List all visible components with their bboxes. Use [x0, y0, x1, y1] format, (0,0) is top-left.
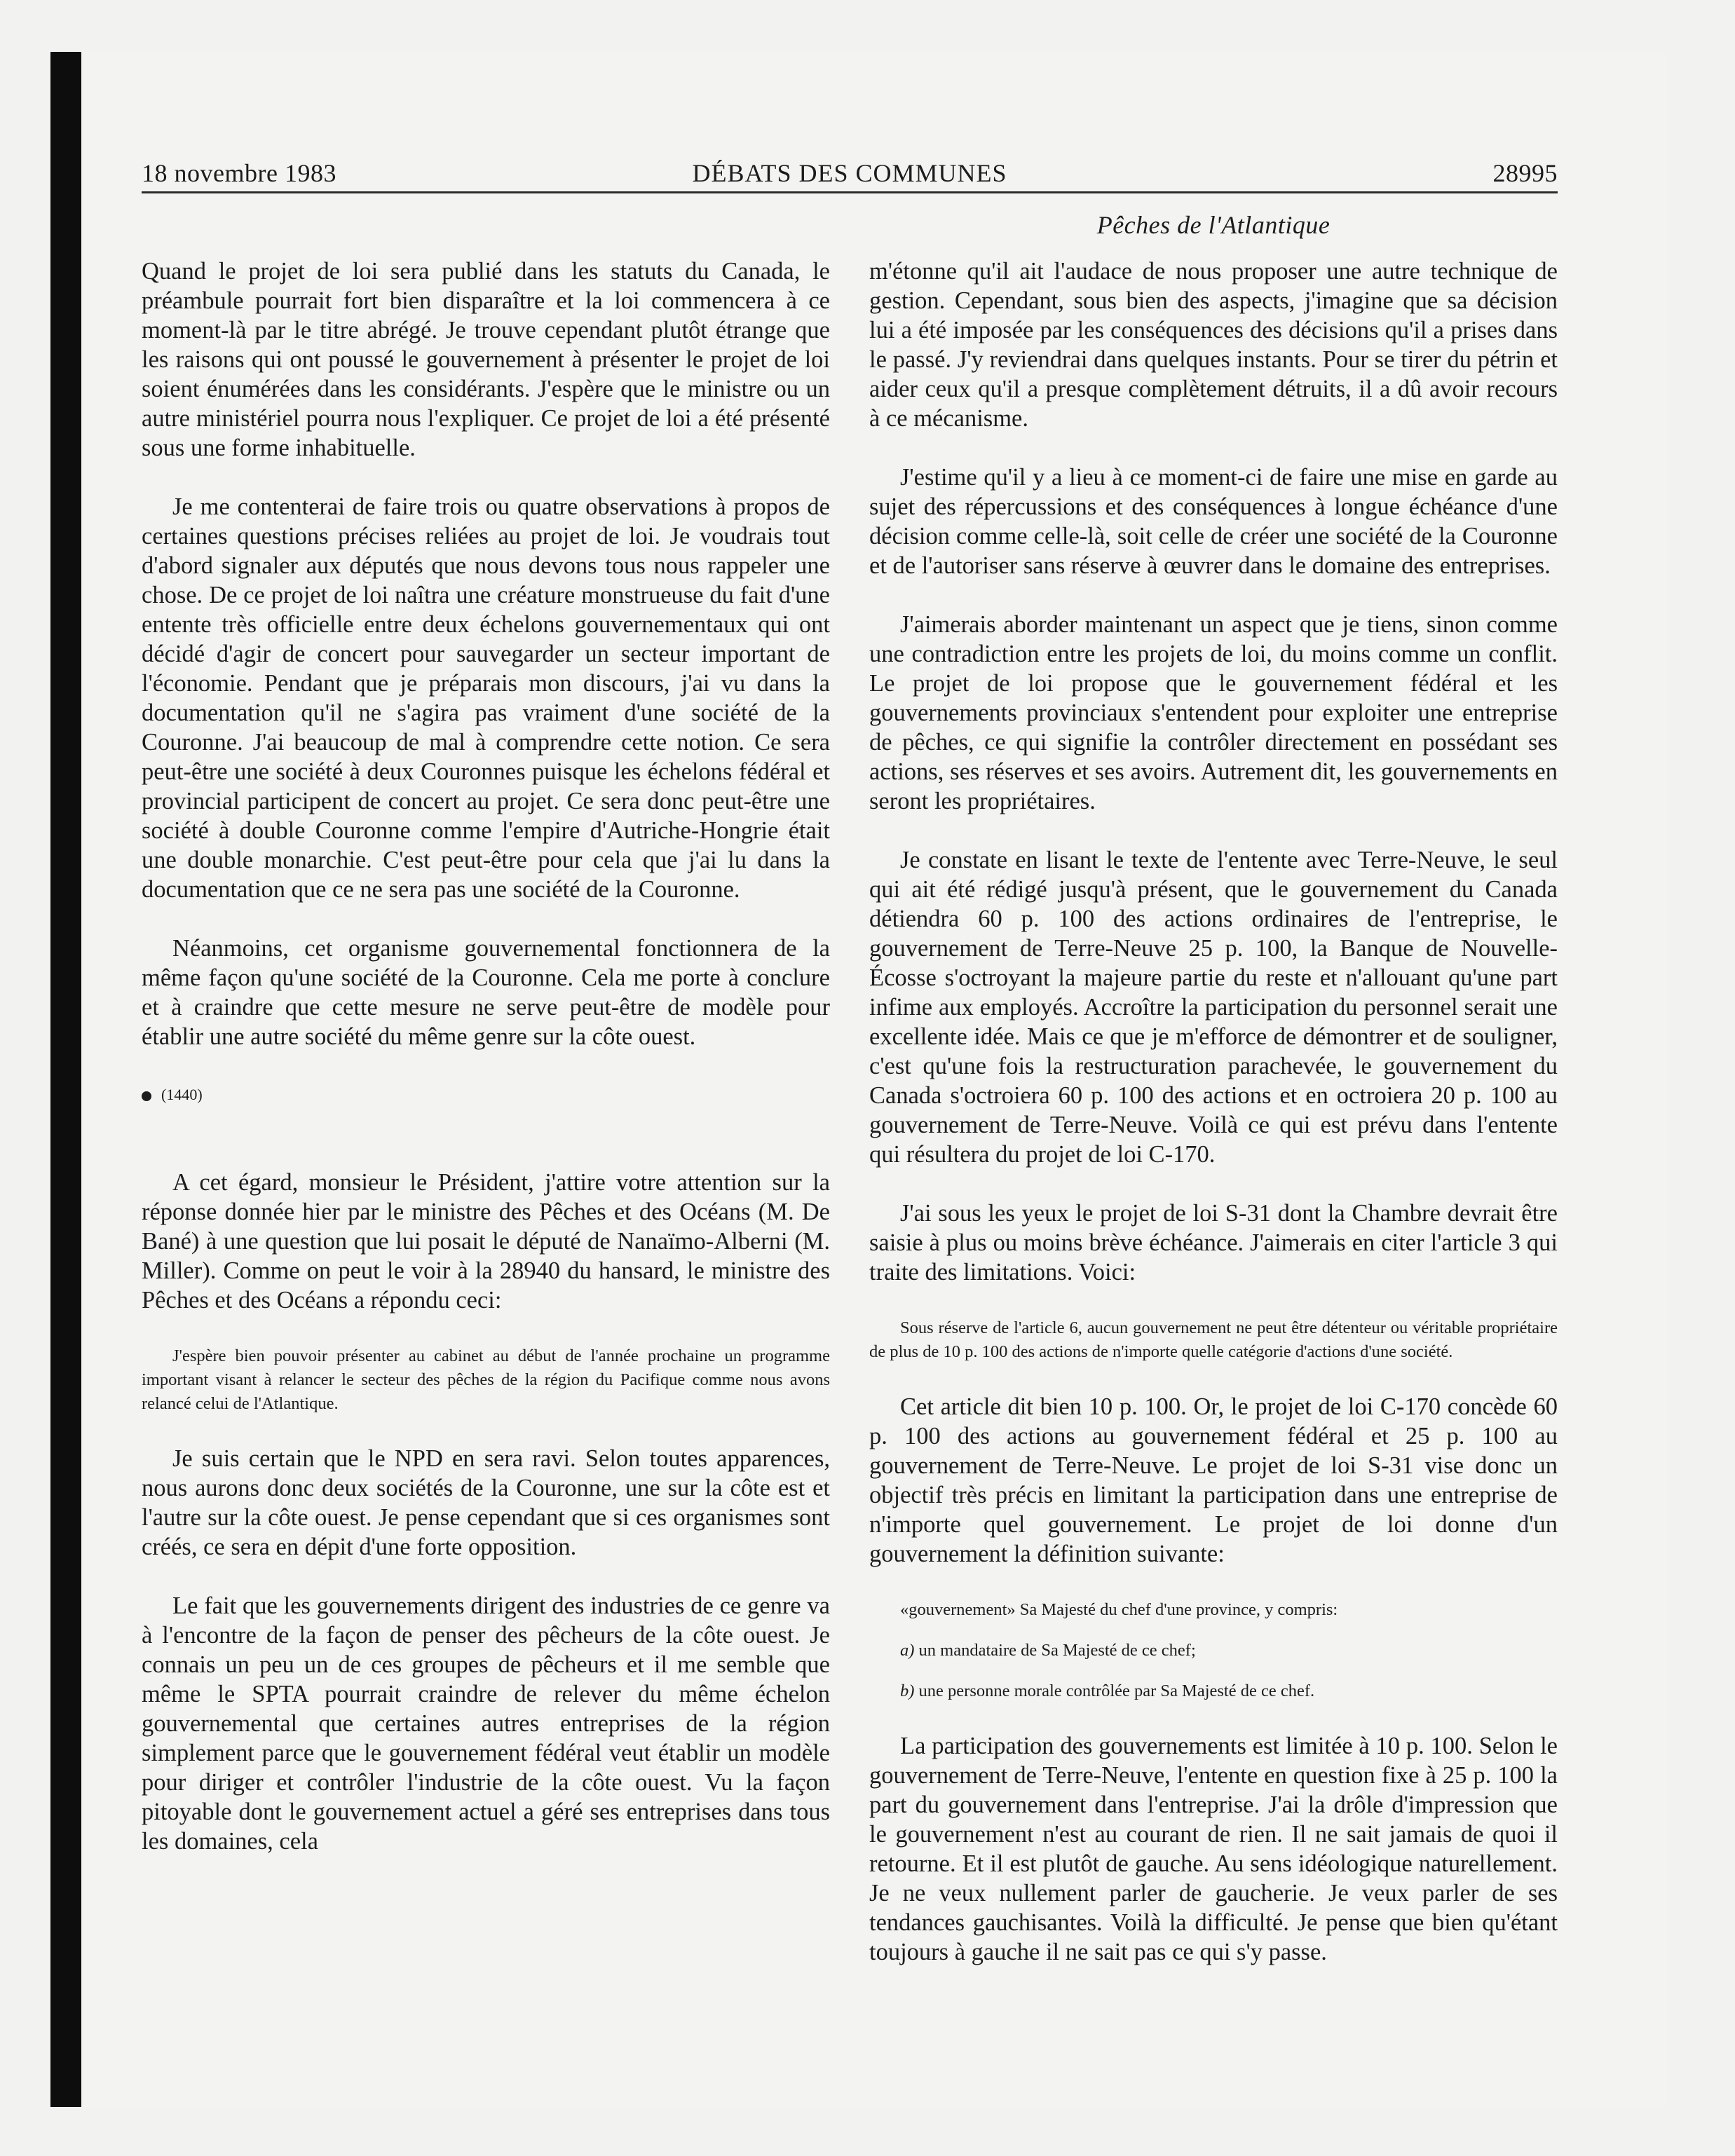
right-quotation: Sous réserve de l'article 6, aucun gouvernement ne peut être détenteur ou véritable propriétaire de plus de 10 p. 100 des actions de n'importe quelle catégorie d'actions d'une société.	[869, 1318, 1558, 1361]
left-paragraph-6: Le fait que les gouvernements dirigent des industries de ce genre va à l'encontre de la façon de penser des pêcheurs de la côte ouest. Je connais un peu un de ces groupes de pêcheurs et il me semble que même le SPTA pourrait craindre de relever du même échelon gouvernemental que certaines autres entreprises de la région simplement parce que le gouvernement fédéral veut établir un modèle pour diriger et contrôler l'industrie de la côte ouest. Vu la façon pitoyable dont le gouvernement actuel a géré ses entreprises dans tous les domaines, cela	[142, 1592, 830, 1855]
left-paragraph-2: Je me contenterai de faire trois ou quatre observations à propos de certaines questions précises reliées au projet de loi. Je voudrais tout d'abord signaler aux députés que nous devons tous nous rappeler une chose. De ce projet de loi naîtra une créature monstrueuse du fait d'une entente très officielle entre deux échelons gouvernementaux qui ont décidé d'agir de concert pour sauvegarder un secteur important de l'économie. Pendant que je préparais mon discours, j'ai vu dans la documentation qu'il ne s'agira pas vraiment d'une société de la Couronne. J'ai beaucoup de mal à comprendre cette notion. Ce sera peut-être une société à deux Couronnes puisque les échelons fédéral et provincial participent de concert au projet. Ce sera donc peut-être une société à double Couronne comme l'empire d'Autriche-Hongrie était une double monarchie. C'est peut-être pour cela que j'ai lu dans la documentation que ce ne sera pas une société de la Couronne.	[142, 493, 830, 903]
definition-item-b	[869, 1679, 1558, 1703]
definition-item-a	[869, 1639, 1558, 1663]
scan-binding-edge	[50, 52, 81, 2107]
left-paragraph-1: Quand le projet de loi sera publié dans les statuts du Canada, le préambule pourrait fort bien disparaître et la loi commencera à ce moment-là par le titre abrégé. Je trouve cependant plutôt étrange que les raisons qui ont poussé le gouvernement à présenter le projet de loi soient énumérées dans les considérants. J'espère que le ministre ou un autre ministériel pourra nous l'expliquer. Ce projet de loi a été présenté sous une forme inhabituelle.	[142, 258, 830, 461]
definition-intro: «gouvernement» Sa Majesté du chef d'une province, y compris:	[900, 1600, 1338, 1619]
header-rule	[142, 191, 1558, 193]
right-paragraph-7: La participation des gouvernements est limitée à 10 p. 100. Selon le gouvernement de Terre-Neuve, l'entente en question fixe à 25 p. 100 la part du gouvernement dans l'entreprise. J'ai la drôle d'impression que le gouvernement n'est au courant de rien. Il ne sait jamais de quoi il retourne. Et il est plutôt de gauche. Au sens idéologique naturellement. Je ne veux nullement parler de gaucherie. Je veux parler de ses tendances gauchisantes. Voilà la difficulté. Je pense que bien qu'étant toujours à gauche il ne sait pas ce qui s'y passe.	[869, 1733, 1558, 1965]
right-paragraph-4: Je constate en lisant le texte de l'entente avec Terre-Neuve, le seul qui ait été rédigé jusqu'à présent, que le gouvernement du Canada détiendra 60 p. 100 des actions ordinaires de l'entreprise, le gouvernement de Terre-Neuve 25 p. 100, la Banque de Nouvelle-Écosse s'octroyant la majeure partie du reste et n'allouant qu'une part infime aux employés. Accroître la participation du personnel serait une excellente idée. Mais ce que je m'efforce de démontrer et de souligner, c'est qu'une fois la restructuration parachevée, le gouvernement du Canada s'octroiera 60 p. 100 des actions et en octroiera 20 p. 100 au gouvernement de Terre-Neuve. Voilà ce qui est prévu dans l'entente qui résultera du projet de loi C-170.	[869, 847, 1558, 1168]
page-header	[142, 158, 1558, 192]
header-page-number: 28995	[1492, 159, 1558, 187]
left-paragraph-5: Je suis certain que le NPD en sera ravi. Selon toutes apparences, nous aurons donc deux sociétés de la Couronne, une sur la côte est et l'autre sur la côte ouest. Je pense cependant que si ces organismes sont créés, ce sera en dépit d'une forte opposition.	[142, 1445, 830, 1560]
right-paragraph-5: J'ai sous les yeux le projet de loi S-31 dont la Chambre devrait être saisie à plus ou moins brève échéance. J'aimerais en citer l'article 3 qui traite des limitations. Voici:	[869, 1200, 1558, 1285]
right-paragraph-3: J'aimerais aborder maintenant un aspect que je tiens, sinon comme une contradiction entre les projets de loi, du moins comme un conflit. Le projet de loi propose que le gouvernement fédéral et les gouvernements provinciaux s'entendent pour exploiter une entreprise de pêches, ce qui signifie la contrôler directement en possédant ses actions, ses réserves et ses avoirs. Autrement dit, les gouvernements en seront les propriétaires.	[869, 611, 1558, 814]
left-paragraph-3: Néanmoins, cet organisme gouvernemental fonctionnera de la même façon qu'une société de la Couronne. Cela me porte à conclure et à craindre que cette mesure ne serve peut-être de modèle pour établir une autre société du même genre sur la côte ouest.	[142, 935, 830, 1050]
left-quotation: J'espère bien pouvoir présenter au cabinet au début de l'année prochaine un programme important visant à relancer le secteur des pêches de la région du Pacifique comme nous avons relancé celui de l'Atlantique.	[142, 1346, 830, 1413]
right-paragraph-6: Cet article dit bien 10 p. 100. Or, le projet de loi C-170 concède 60 p. 100 des actions au gouvernement fédéral et 25 p. 100 au gouvernement de Terre-Neuve. Le projet de loi S-31 vise donc un objectif très précis en limitant la participation dans une entreprise de n'importe quel gouvernement. Le projet de loi donne d'un gouvernement la définition suivante:	[869, 1393, 1558, 1567]
time-marker-text: (1440)	[161, 1086, 203, 1103]
time-marker	[142, 1081, 830, 1109]
definition-item-b-text: une personne morale contrôlée par Sa Majesté de ce chef.	[914, 1681, 1315, 1700]
definition-item-a-label: a)	[900, 1641, 915, 1660]
header-date: 18 novembre 1983	[142, 159, 336, 187]
right-column	[869, 257, 1558, 1996]
left-paragraph-4: A cet égard, monsieur le Président, j'attire votre attention sur la réponse donnée hier par le ministre des Pêches et des Océans (M. De Bané) à une question que lui posait le député de Nanaïmo-Alberni (M. Miller). Comme on peut le voir à la 28940 du hansard, le ministre des Pêches et des Océans a répondu ceci:	[142, 1169, 830, 1314]
left-column	[142, 257, 830, 1885]
section-title: Pêches de l'Atlantique	[1096, 211, 1331, 239]
right-paragraph-1: m'étonne qu'il ait l'audace de nous proposer une autre technique de gestion. Cependant, sous bien des aspects, j'imagine que sa décision lui a été imposée par les conséquences des décisions qu'il a prises dans le passé. J'y reviendrai dans quelques instants. Pour se tirer du pétrin et aider ceux qu'il a presque complètement détruits, il a dû avoir recours à ce mécanisme.	[869, 258, 1558, 432]
definition-item-b-label: b)	[900, 1681, 915, 1700]
definition-item-a-text: un mandataire de Sa Majesté de ce chef;	[914, 1641, 1196, 1660]
bullet-icon	[142, 1091, 151, 1101]
header-publication: DÉBATS DES COMMUNES	[692, 159, 1007, 187]
right-paragraph-2: J'estime qu'il y a lieu à ce moment-ci de faire une mise en garde au sujet des répercussions et des conséquences à longue échéance d'une décision comme celle-là, soit celle de créer une société de la Couronne et de l'autoriser sans réserve à œuvrer dans le domaine des entreprises.	[869, 464, 1558, 579]
